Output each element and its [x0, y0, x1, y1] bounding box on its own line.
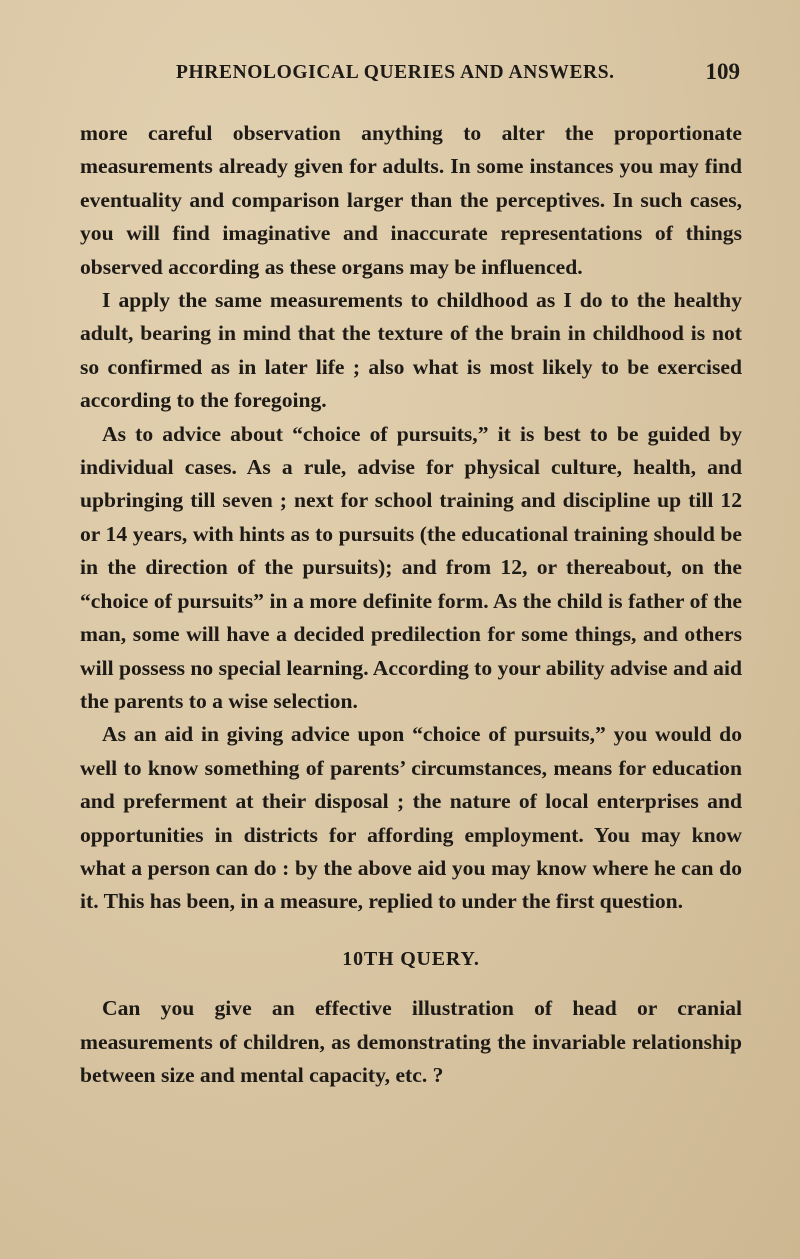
query-heading: 10TH QUERY. [342, 947, 480, 970]
paragraph: I apply the same measurements to childhood as I do to the healthy adult, bearing in mind that the texture of the brain in childhood is not so confirmed as in later life ; also what is most likely to be exercised according to the foregoing. [80, 288, 742, 413]
page-number: 109 [705, 59, 740, 84]
query-text: Can you give an effective illustration of head or cranial measurements of children, as demonstrating the invariable relationship between size and mental capacity, etc. ? [80, 996, 742, 1087]
paragraph: As to advice about “choice of pursuits,” it is best to be guided by individual cases. As a rule, advise for physical culture, health, and upbringing till seven ; next for school training and discipline up till 12 or 14 years, with hints as to pursuits (the educational training should be in the direction of the pursuits); and from 12, or thereabout, on the “choice of pursuits” in a more definite form. As the child is father of the man, some will have a decided predilection for some things, and others will possess no special learning. According to your ability advise and aid the parents to a wise selection. [80, 421, 742, 713]
paragraph: As an aid in giving advice upon “choice of pursuits,” you would do well to know something of parents’ circumstances, means for education and preferment at their disposal ; the nature of local enterprises and opportunities in districts for affording employment. You may know what a person can do : by the above aid you may know where he can do it. This has been, in a measure, replied to under the first question. [80, 722, 742, 914]
running-head [80, 59, 740, 90]
running-title: PHRENOLOGICAL QUERIES AND ANSWERS. [176, 62, 615, 83]
paragraph: more careful observation anything to alter the proportionate measurements already given for adults. In some instances you may find eventuality and comparison larger than the perceptives. In such cases, you will find imaginative and inaccurate representations of things observed according as these organs may be influenced. [80, 121, 742, 279]
body-text [80, 117, 742, 1092]
